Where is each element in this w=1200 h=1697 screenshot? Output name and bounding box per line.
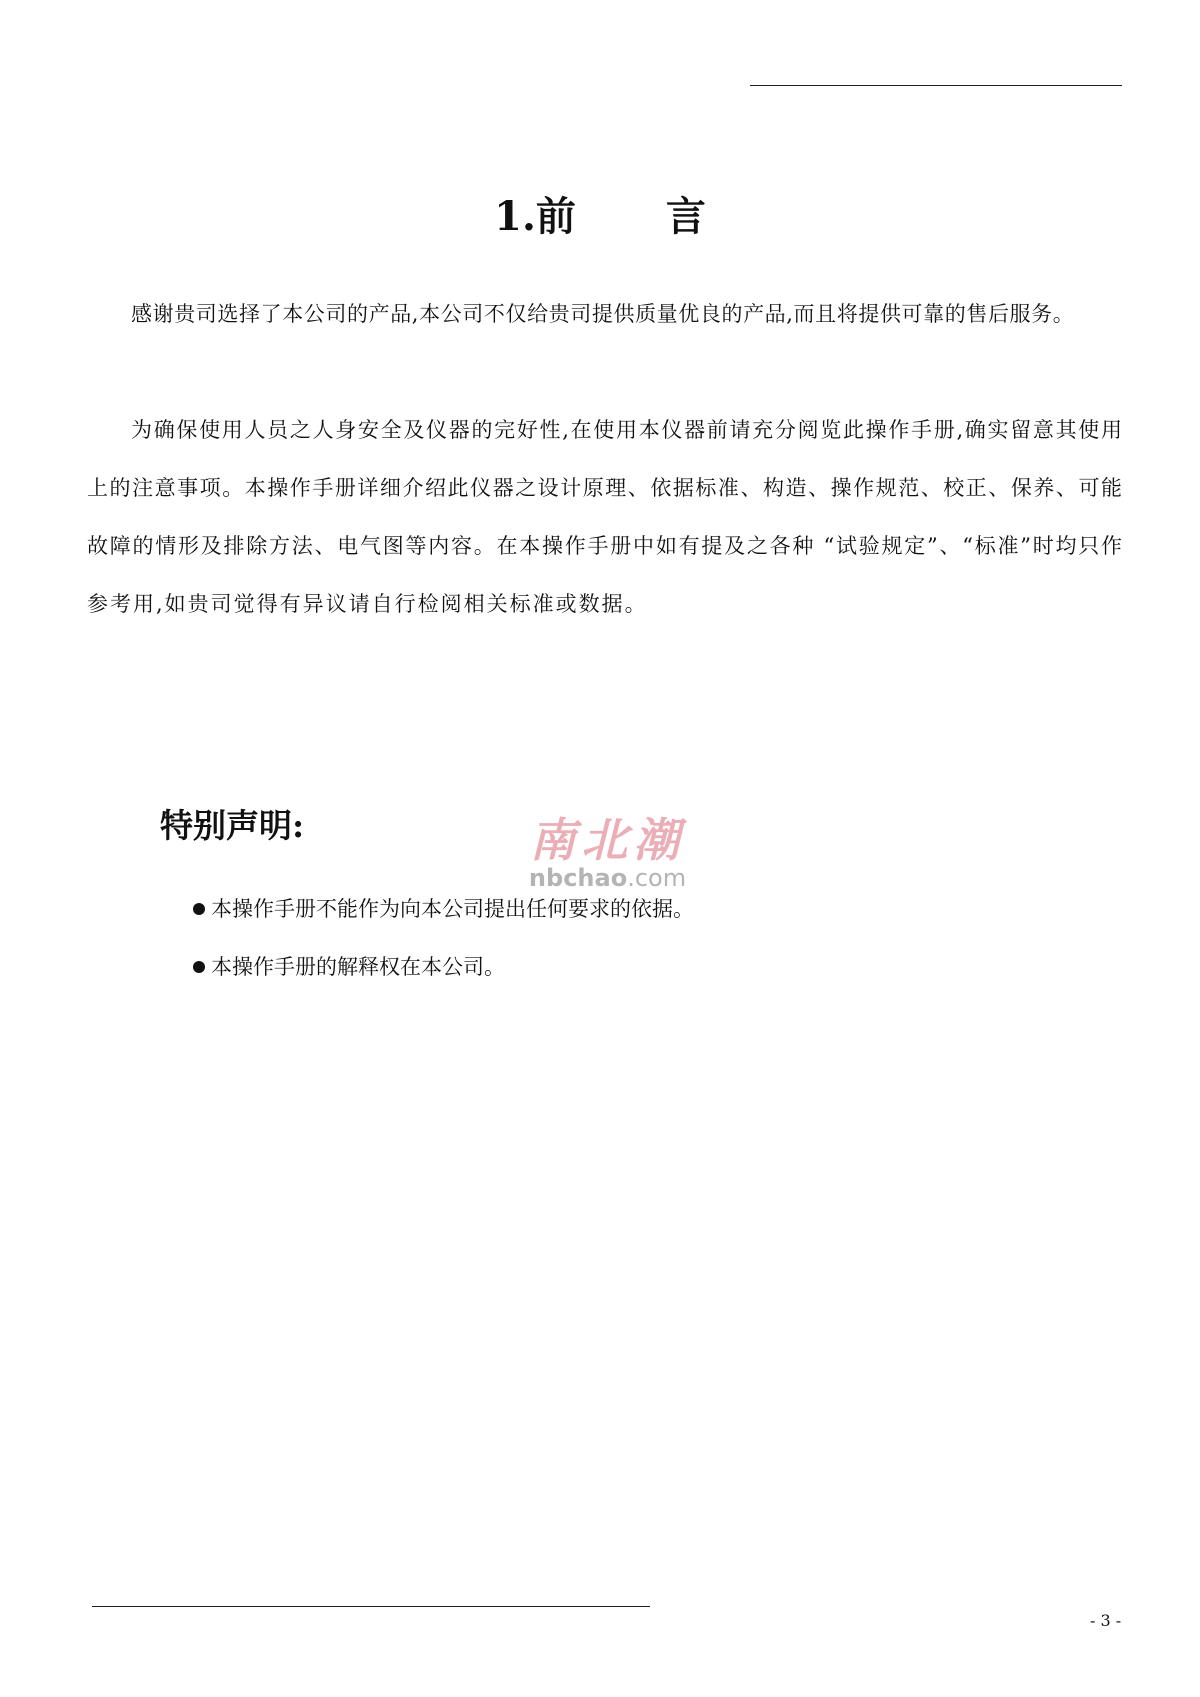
notice-item-text: 本操作手册不能作为向本公司提出任何要求的依据。 [211, 897, 694, 921]
page-number: - 3 - [1090, 1611, 1122, 1630]
page-title [0, 185, 1200, 242]
header-rule [750, 85, 1122, 86]
bullet-icon [193, 961, 205, 973]
notice-item [193, 893, 694, 923]
paragraph-line: 故障的情形及排除方法、电气图等内容。在本操作手册中如有提及之各种 “试验规定”、“标准”时均只作 [87, 534, 1122, 558]
notice-item [193, 951, 505, 981]
paragraph-line: 为确保使用人员之人身安全及仪器的完好性,在使用本仪器前请充分阅览此操作手册,确实留意其使用 [131, 418, 1122, 442]
title-number: 1. [494, 193, 536, 240]
notice-heading: 特别声明: [160, 806, 305, 845]
title-word-2: 言 [665, 193, 706, 240]
footer-rule [92, 1606, 650, 1607]
bullet-icon [193, 903, 205, 915]
watermark-logo: 南北潮 nbchao.com [528, 813, 687, 892]
intro-paragraph: 感谢贵司选择了本公司的产品,本公司不仅给贵司提供质量优良的产品,而且将提供可靠的售后服务。 [131, 302, 1075, 326]
paragraph-line: 上的注意事项。本操作手册详细介绍此仪器之设计原理、依据标准、构造、操作规范、校正、保养、可能 [87, 476, 1122, 500]
title-word-1: 前 [535, 193, 576, 240]
paragraph-line: 参考用,如贵司觉得有异议请自行检阅相关标准或数据。 [87, 592, 648, 616]
notice-item-text: 本操作手册的解释权在本公司。 [211, 955, 505, 979]
